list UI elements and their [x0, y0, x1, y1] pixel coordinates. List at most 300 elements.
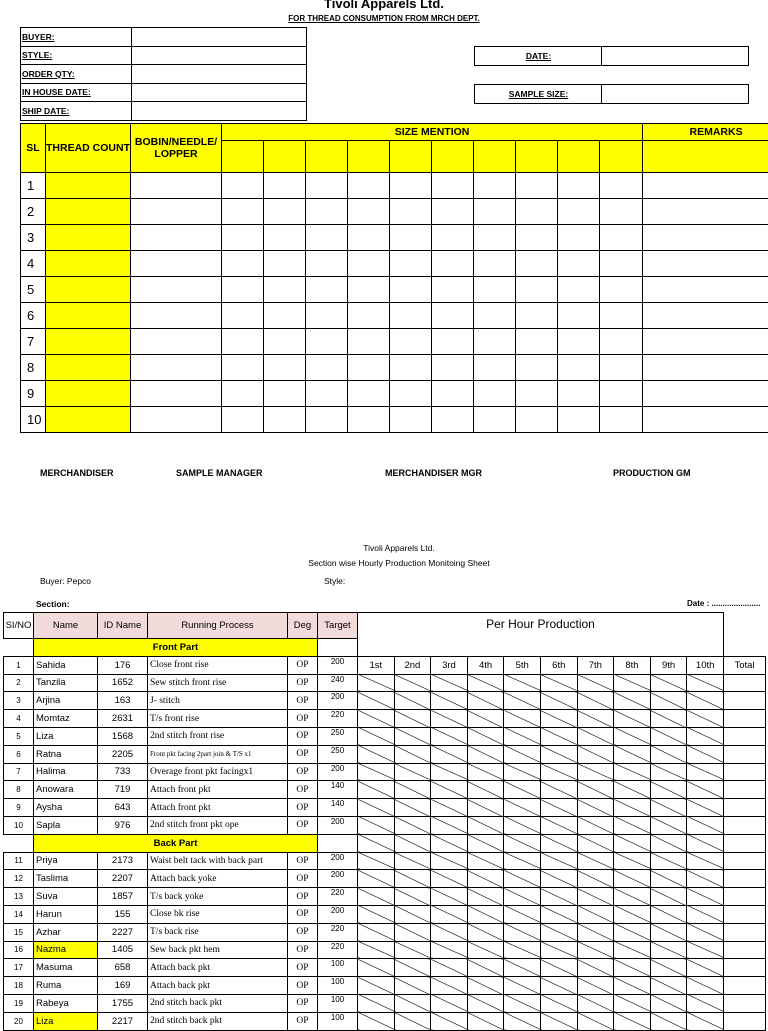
hour-cell[interactable]: [431, 959, 468, 977]
hour-cell[interactable]: [504, 905, 541, 923]
hour-cell[interactable]: [577, 994, 614, 1012]
hour-cell[interactable]: [540, 994, 577, 1012]
size-value-cell[interactable]: [306, 173, 348, 199]
hour-cell[interactable]: [431, 727, 468, 745]
total-cell[interactable]: [723, 834, 765, 852]
hour-cell[interactable]: [467, 888, 504, 906]
hour-cell[interactable]: [431, 905, 468, 923]
thread-count-cell[interactable]: [46, 381, 131, 407]
size-value-cell[interactable]: [348, 303, 390, 329]
hour-cell[interactable]: [467, 959, 504, 977]
hour-cell[interactable]: [431, 870, 468, 888]
hour-cell[interactable]: [577, 941, 614, 959]
sample-size-field[interactable]: [602, 85, 749, 104]
size-cell[interactable]: [222, 141, 264, 173]
size-value-cell[interactable]: [348, 199, 390, 225]
hour-cell[interactable]: [394, 923, 431, 941]
hour-cell[interactable]: [431, 674, 468, 692]
size-value-cell[interactable]: [306, 407, 348, 433]
size-value-cell[interactable]: [306, 355, 348, 381]
hour-cell[interactable]: [358, 870, 395, 888]
hour-cell[interactable]: [504, 799, 541, 817]
hour-cell[interactable]: [504, 1012, 541, 1030]
size-value-cell[interactable]: [474, 277, 516, 303]
hour-cell[interactable]: [504, 852, 541, 870]
total-cell[interactable]: [723, 710, 765, 728]
hour-cell[interactable]: [467, 692, 504, 710]
remarks-cell[interactable]: [643, 407, 768, 433]
thread-count-cell[interactable]: [46, 173, 131, 199]
hour-cell[interactable]: [358, 977, 395, 995]
size-value-cell[interactable]: [600, 407, 643, 433]
hour-cell[interactable]: [504, 941, 541, 959]
size-value-cell[interactable]: [474, 355, 516, 381]
size-value-cell[interactable]: [432, 173, 474, 199]
hour-cell[interactable]: [358, 692, 395, 710]
hour-cell[interactable]: [650, 852, 687, 870]
hour-cell[interactable]: [650, 959, 687, 977]
size-value-cell[interactable]: [222, 329, 264, 355]
hour-cell[interactable]: [467, 781, 504, 799]
total-cell[interactable]: [723, 692, 765, 710]
hour-cell[interactable]: [394, 692, 431, 710]
size-value-cell[interactable]: [264, 199, 306, 225]
hour-cell[interactable]: [614, 977, 651, 995]
hour-cell[interactable]: [650, 816, 687, 834]
hour-cell[interactable]: [540, 941, 577, 959]
hour-cell[interactable]: [394, 674, 431, 692]
hour-cell[interactable]: [540, 799, 577, 817]
size-value-cell[interactable]: [306, 303, 348, 329]
hour-cell[interactable]: [467, 763, 504, 781]
hour-cell[interactable]: [504, 781, 541, 799]
hour-cell[interactable]: [650, 994, 687, 1012]
total-cell[interactable]: [723, 888, 765, 906]
hour-cell[interactable]: [540, 852, 577, 870]
hour-cell[interactable]: [577, 816, 614, 834]
size-value-cell[interactable]: [222, 355, 264, 381]
size-value-cell[interactable]: [474, 329, 516, 355]
hour-cell[interactable]: [577, 727, 614, 745]
hour-cell[interactable]: [687, 692, 724, 710]
size-value-cell[interactable]: [474, 225, 516, 251]
hour-cell[interactable]: [431, 852, 468, 870]
hour-cell[interactable]: [358, 994, 395, 1012]
hour-cell[interactable]: [687, 923, 724, 941]
size-value-cell[interactable]: [516, 251, 558, 277]
hour-cell[interactable]: [504, 994, 541, 1012]
size-cell[interactable]: [558, 141, 600, 173]
hour-cell[interactable]: [467, 745, 504, 763]
size-value-cell[interactable]: [558, 303, 600, 329]
size-value-cell[interactable]: [306, 199, 348, 225]
hour-cell[interactable]: [614, 870, 651, 888]
total-cell[interactable]: [723, 727, 765, 745]
hour-cell[interactable]: [358, 923, 395, 941]
hour-cell[interactable]: [358, 799, 395, 817]
size-value-cell[interactable]: [390, 381, 432, 407]
hour-cell[interactable]: [540, 710, 577, 728]
size-value-cell[interactable]: [222, 251, 264, 277]
hour-cell[interactable]: [358, 941, 395, 959]
size-cell[interactable]: [264, 141, 306, 173]
size-value-cell[interactable]: [390, 199, 432, 225]
hour-cell[interactable]: [504, 763, 541, 781]
hour-cell[interactable]: [577, 1012, 614, 1030]
thread-count-cell[interactable]: [46, 407, 131, 433]
total-cell[interactable]: [723, 781, 765, 799]
hour-cell[interactable]: [540, 834, 577, 852]
hour-cell[interactable]: [504, 834, 541, 852]
size-value-cell[interactable]: [306, 277, 348, 303]
thread-count-cell[interactable]: [46, 251, 131, 277]
hour-cell[interactable]: [614, 745, 651, 763]
hour-cell[interactable]: [431, 923, 468, 941]
hour-cell[interactable]: [431, 710, 468, 728]
thread-count-cell[interactable]: [46, 329, 131, 355]
size-value-cell[interactable]: [306, 381, 348, 407]
hour-cell[interactable]: [431, 816, 468, 834]
hour-cell[interactable]: [467, 977, 504, 995]
size-cell[interactable]: [348, 141, 390, 173]
remarks-subcell[interactable]: [643, 141, 768, 173]
size-value-cell[interactable]: [474, 303, 516, 329]
hour-cell[interactable]: [650, 888, 687, 906]
size-value-cell[interactable]: [474, 381, 516, 407]
size-value-cell[interactable]: [390, 173, 432, 199]
size-value-cell[interactable]: [558, 355, 600, 381]
buyer-field[interactable]: [132, 28, 307, 47]
hour-cell[interactable]: [504, 923, 541, 941]
total-cell[interactable]: [723, 763, 765, 781]
total-cell[interactable]: [723, 870, 765, 888]
bobin-cell[interactable]: [131, 355, 222, 381]
size-value-cell[interactable]: [222, 199, 264, 225]
size-value-cell[interactable]: [600, 225, 643, 251]
size-value-cell[interactable]: [264, 329, 306, 355]
hour-cell[interactable]: [431, 745, 468, 763]
remarks-cell[interactable]: [643, 277, 768, 303]
hour-cell[interactable]: [614, 727, 651, 745]
hour-cell[interactable]: [577, 745, 614, 763]
hour-cell[interactable]: [577, 977, 614, 995]
size-value-cell[interactable]: [264, 303, 306, 329]
hour-cell[interactable]: [431, 941, 468, 959]
hour-cell[interactable]: [614, 799, 651, 817]
hour-cell[interactable]: [358, 959, 395, 977]
size-value-cell[interactable]: [390, 277, 432, 303]
size-value-cell[interactable]: [390, 225, 432, 251]
hour-cell[interactable]: [358, 710, 395, 728]
size-value-cell[interactable]: [348, 173, 390, 199]
hour-cell[interactable]: [504, 745, 541, 763]
hour-cell[interactable]: [431, 692, 468, 710]
size-value-cell[interactable]: [600, 173, 643, 199]
hour-cell[interactable]: [467, 994, 504, 1012]
hour-cell[interactable]: [687, 799, 724, 817]
size-value-cell[interactable]: [348, 407, 390, 433]
ship-date-field[interactable]: [132, 102, 307, 121]
hour-cell[interactable]: [358, 816, 395, 834]
hour-cell[interactable]: [394, 870, 431, 888]
total-cell[interactable]: [723, 905, 765, 923]
size-value-cell[interactable]: [432, 303, 474, 329]
remarks-cell[interactable]: [643, 329, 768, 355]
hour-cell[interactable]: [467, 799, 504, 817]
hour-cell[interactable]: [431, 781, 468, 799]
hour-cell[interactable]: [687, 727, 724, 745]
hour-cell[interactable]: [394, 781, 431, 799]
hour-cell[interactable]: [431, 763, 468, 781]
hour-cell[interactable]: [614, 816, 651, 834]
size-cell[interactable]: [600, 141, 643, 173]
hour-cell[interactable]: [650, 1012, 687, 1030]
hour-cell[interactable]: [614, 959, 651, 977]
hour-cell[interactable]: [687, 763, 724, 781]
thread-count-cell[interactable]: [46, 303, 131, 329]
hour-cell[interactable]: [650, 727, 687, 745]
hour-cell[interactable]: [394, 745, 431, 763]
size-value-cell[interactable]: [516, 329, 558, 355]
hour-cell[interactable]: [540, 674, 577, 692]
remarks-cell[interactable]: [643, 355, 768, 381]
size-value-cell[interactable]: [516, 407, 558, 433]
hour-cell[interactable]: [614, 941, 651, 959]
bobin-cell[interactable]: [131, 407, 222, 433]
hour-cell[interactable]: [687, 941, 724, 959]
hour-cell[interactable]: [687, 852, 724, 870]
bobin-cell[interactable]: [131, 173, 222, 199]
size-value-cell[interactable]: [558, 199, 600, 225]
hour-cell[interactable]: [577, 923, 614, 941]
hour-cell[interactable]: [577, 674, 614, 692]
hour-cell[interactable]: [687, 959, 724, 977]
remarks-cell[interactable]: [643, 173, 768, 199]
hour-cell[interactable]: [504, 870, 541, 888]
hour-cell[interactable]: [504, 977, 541, 995]
hour-cell[interactable]: [394, 959, 431, 977]
hour-cell[interactable]: [687, 745, 724, 763]
total-cell[interactable]: [723, 994, 765, 1012]
hour-cell[interactable]: [431, 994, 468, 1012]
hour-cell[interactable]: [650, 799, 687, 817]
hour-cell[interactable]: [467, 834, 504, 852]
size-cell[interactable]: [306, 141, 348, 173]
hour-cell[interactable]: [650, 834, 687, 852]
hour-cell[interactable]: [358, 727, 395, 745]
hour-cell[interactable]: [540, 888, 577, 906]
hour-cell[interactable]: [577, 870, 614, 888]
size-value-cell[interactable]: [390, 407, 432, 433]
size-value-cell[interactable]: [600, 381, 643, 407]
bobin-cell[interactable]: [131, 277, 222, 303]
thread-count-cell[interactable]: [46, 225, 131, 251]
remarks-cell[interactable]: [643, 251, 768, 277]
size-value-cell[interactable]: [264, 355, 306, 381]
hour-cell[interactable]: [650, 763, 687, 781]
hour-cell[interactable]: [540, 781, 577, 799]
size-value-cell[interactable]: [306, 225, 348, 251]
hour-cell[interactable]: [504, 888, 541, 906]
hour-cell[interactable]: [687, 834, 724, 852]
hour-cell[interactable]: [394, 977, 431, 995]
hour-cell[interactable]: [431, 1012, 468, 1030]
total-cell[interactable]: [723, 923, 765, 941]
size-value-cell[interactable]: [600, 329, 643, 355]
total-cell[interactable]: [723, 977, 765, 995]
hour-cell[interactable]: [394, 710, 431, 728]
size-value-cell[interactable]: [516, 355, 558, 381]
hour-cell[interactable]: [540, 763, 577, 781]
hour-cell[interactable]: [614, 781, 651, 799]
hour-cell[interactable]: [431, 834, 468, 852]
hour-cell[interactable]: [394, 834, 431, 852]
hour-cell[interactable]: [577, 799, 614, 817]
size-value-cell[interactable]: [390, 251, 432, 277]
size-cell[interactable]: [516, 141, 558, 173]
hour-cell[interactable]: [687, 977, 724, 995]
size-value-cell[interactable]: [264, 277, 306, 303]
hour-cell[interactable]: [687, 781, 724, 799]
hour-cell[interactable]: [650, 745, 687, 763]
in-house-date-field[interactable]: [132, 83, 307, 102]
size-value-cell[interactable]: [264, 251, 306, 277]
size-value-cell[interactable]: [390, 329, 432, 355]
total-cell[interactable]: [723, 816, 765, 834]
hour-cell[interactable]: [540, 923, 577, 941]
hour-cell[interactable]: [358, 834, 395, 852]
hour-cell[interactable]: [467, 816, 504, 834]
hour-cell[interactable]: [358, 1012, 395, 1030]
hour-cell[interactable]: [540, 1012, 577, 1030]
hour-cell[interactable]: [467, 941, 504, 959]
size-value-cell[interactable]: [222, 381, 264, 407]
hour-cell[interactable]: [358, 888, 395, 906]
hour-cell[interactable]: [394, 888, 431, 906]
hour-cell[interactable]: [467, 905, 504, 923]
total-cell[interactable]: [723, 941, 765, 959]
total-cell[interactable]: [723, 852, 765, 870]
hour-cell[interactable]: [614, 692, 651, 710]
bobin-cell[interactable]: [131, 199, 222, 225]
hour-cell[interactable]: [358, 763, 395, 781]
hour-cell[interactable]: [577, 834, 614, 852]
size-value-cell[interactable]: [222, 277, 264, 303]
hour-cell[interactable]: [504, 692, 541, 710]
hour-cell[interactable]: [614, 1012, 651, 1030]
hour-cell[interactable]: [687, 1012, 724, 1030]
size-value-cell[interactable]: [306, 329, 348, 355]
hour-cell[interactable]: [614, 834, 651, 852]
hour-cell[interactable]: [687, 994, 724, 1012]
size-value-cell[interactable]: [474, 251, 516, 277]
hour-cell[interactable]: [358, 781, 395, 799]
size-value-cell[interactable]: [558, 225, 600, 251]
hour-cell[interactable]: [614, 923, 651, 941]
hour-cell[interactable]: [687, 888, 724, 906]
hour-cell[interactable]: [614, 994, 651, 1012]
hour-cell[interactable]: [577, 852, 614, 870]
hour-cell[interactable]: [650, 941, 687, 959]
hour-cell[interactable]: [358, 905, 395, 923]
remarks-cell[interactable]: [643, 381, 768, 407]
size-value-cell[interactable]: [516, 303, 558, 329]
bobin-cell[interactable]: [131, 381, 222, 407]
size-value-cell[interactable]: [348, 277, 390, 303]
hour-cell[interactable]: [577, 959, 614, 977]
size-value-cell[interactable]: [474, 173, 516, 199]
hour-cell[interactable]: [614, 710, 651, 728]
style-field[interactable]: [132, 46, 307, 65]
size-value-cell[interactable]: [432, 355, 474, 381]
hour-cell[interactable]: [687, 816, 724, 834]
size-value-cell[interactable]: [516, 225, 558, 251]
hour-cell[interactable]: [467, 852, 504, 870]
hour-cell[interactable]: [540, 959, 577, 977]
date-field[interactable]: [602, 47, 749, 66]
bobin-cell[interactable]: [131, 303, 222, 329]
hour-cell[interactable]: [614, 888, 651, 906]
hour-cell[interactable]: [614, 905, 651, 923]
hour-cell[interactable]: [614, 763, 651, 781]
thread-count-cell[interactable]: [46, 277, 131, 303]
hour-cell[interactable]: [394, 727, 431, 745]
size-value-cell[interactable]: [600, 277, 643, 303]
order-qty-field[interactable]: [132, 65, 307, 84]
size-value-cell[interactable]: [264, 225, 306, 251]
hour-cell[interactable]: [467, 727, 504, 745]
hour-cell[interactable]: [431, 888, 468, 906]
hour-cell[interactable]: [650, 923, 687, 941]
size-value-cell[interactable]: [600, 199, 643, 225]
hour-cell[interactable]: [467, 870, 504, 888]
total-cell[interactable]: [723, 674, 765, 692]
hour-cell[interactable]: [467, 674, 504, 692]
size-value-cell[interactable]: [222, 407, 264, 433]
hour-cell[interactable]: [687, 905, 724, 923]
hour-cell[interactable]: [650, 710, 687, 728]
hour-cell[interactable]: [394, 994, 431, 1012]
hour-cell[interactable]: [577, 710, 614, 728]
size-value-cell[interactable]: [390, 303, 432, 329]
size-value-cell[interactable]: [558, 173, 600, 199]
hour-cell[interactable]: [687, 710, 724, 728]
size-value-cell[interactable]: [600, 251, 643, 277]
total-cell[interactable]: [723, 959, 765, 977]
hour-cell[interactable]: [577, 781, 614, 799]
hour-cell[interactable]: [504, 674, 541, 692]
hour-cell[interactable]: [577, 763, 614, 781]
hour-cell[interactable]: [540, 870, 577, 888]
size-value-cell[interactable]: [390, 355, 432, 381]
size-value-cell[interactable]: [432, 381, 474, 407]
hour-cell[interactable]: [358, 674, 395, 692]
size-cell[interactable]: [474, 141, 516, 173]
total-cell[interactable]: [723, 1012, 765, 1030]
hour-cell[interactable]: [650, 905, 687, 923]
size-value-cell[interactable]: [474, 407, 516, 433]
hour-cell[interactable]: [504, 727, 541, 745]
size-value-cell[interactable]: [600, 303, 643, 329]
total-cell[interactable]: [723, 799, 765, 817]
hour-cell[interactable]: [687, 870, 724, 888]
hour-cell[interactable]: [358, 852, 395, 870]
hour-cell[interactable]: [540, 816, 577, 834]
size-value-cell[interactable]: [264, 407, 306, 433]
hour-cell[interactable]: [394, 905, 431, 923]
hour-cell[interactable]: [650, 781, 687, 799]
hour-cell[interactable]: [467, 923, 504, 941]
